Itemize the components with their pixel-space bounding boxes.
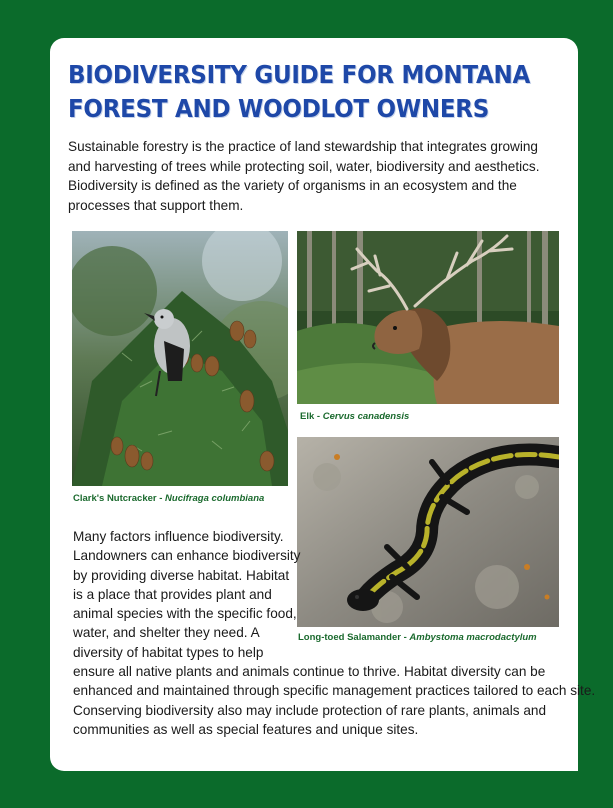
salamander-scientific-name: Ambystoma macrodactylum	[409, 632, 537, 643]
caption-separator: -	[314, 411, 323, 422]
body-line: diversity of habitat types to help	[73, 644, 264, 660]
elk-scientific-name: Cervus canadensis	[322, 411, 410, 422]
body-line: water, and shelter they need. A	[73, 625, 260, 641]
title-line-2: FOREST AND WOODLOT OWNERS	[68, 94, 490, 123]
nutcracker-common-name: Clark's Nutcracker	[73, 493, 157, 504]
elk-photo	[297, 231, 559, 404]
salamander-common-name: Long-toed Salamander	[298, 632, 401, 643]
body-line: Many factors influence biodiversity.	[73, 529, 284, 544]
body-line: Landowners can enhance biodiversity	[73, 548, 301, 564]
elk-caption	[300, 411, 409, 422]
body-line: enhanced and maintained through specific management practices tailored to each site.	[73, 683, 596, 699]
document-title	[68, 58, 531, 126]
body-line: is a place that provides plant and	[73, 586, 272, 602]
body-line: communities as well as special features and unique sites.	[73, 721, 419, 737]
nutcracker-scientific-name: Nucifraga columbiana	[165, 493, 265, 504]
body-line: Conserving biodiversity also may include protection of rare plants, animals and	[73, 702, 547, 718]
nutcracker-photo	[72, 231, 288, 486]
body-line: animal species with the specific food,	[73, 606, 297, 622]
caption-separator: -	[400, 632, 410, 643]
body-line: by providing diverse habitat. Habitat	[73, 567, 290, 583]
title-line-1: BIODIVERSITY GUIDE FOR MONTANA	[68, 60, 531, 89]
body-line: ensure all native plants and animals continue to thrive. Habitat diversity can be	[73, 664, 546, 680]
body-paragraph	[73, 527, 596, 739]
intro-paragraph: Sustainable forestry is the practice of land stewardship that integrates growing and harvesting of trees while protecting soil, water, biodiversity and aesthetics. Biodiversity is defined as the variety of organisms in an ecosystem and the processes that support them.	[68, 139, 540, 213]
nutcracker-caption	[73, 493, 264, 504]
caption-separator: -	[156, 493, 166, 504]
elk-common-name: Elk	[300, 411, 315, 422]
